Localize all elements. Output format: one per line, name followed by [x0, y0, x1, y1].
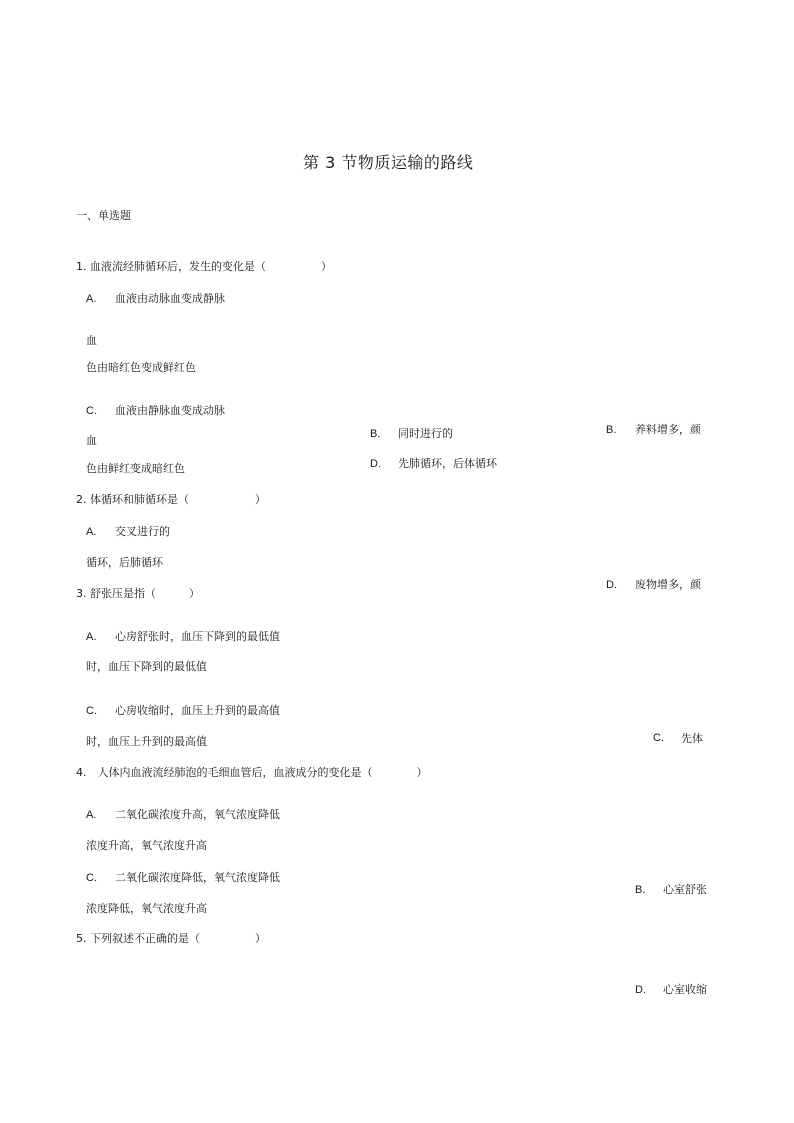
q2-option-a-label: A.: [86, 526, 97, 538]
q3-option-c-text: 心房收缩时，血压上升到的最高值: [115, 704, 280, 717]
q1-option-wrap-text: 色由暗红色变成鲜红色: [86, 361, 196, 374]
q3-option-b-text: 心室舒张: [663, 883, 707, 896]
question-3-stem: 3. 舒张压是指（ ）: [76, 587, 200, 600]
q1-option-c-label: C.: [86, 405, 97, 417]
q1-option-b-label: B.: [606, 424, 617, 436]
q3-option-a-text: 心房舒张时，血压下降到的最低值: [115, 630, 280, 643]
question-1-stem: 1. 血液流经肺循环后，发生的变化是（ ）: [76, 260, 332, 273]
q1-option-wrap-text: 色由鲜红变成暗红色: [86, 462, 185, 475]
q1-option-d-text: 废物增多，颜: [635, 578, 701, 591]
question-5-stem: 5. 下列叙述不正确的是（ ）: [76, 932, 266, 945]
q3-option-d-text: 心室收缩: [663, 983, 707, 996]
q4-option-wrap-text: 浓度降低，氧气浓度升高: [86, 902, 207, 915]
q1-option-wrap-text: 血: [86, 434, 97, 447]
q2-option-a-text: 交叉进行的: [115, 525, 170, 538]
q4-option-a-text: 二氧化碳浓度升高，氧气浓度降低: [115, 808, 280, 821]
q1-option-a-label: A.: [86, 293, 97, 305]
q3-option-wrap-text: 时，血压下降到的最低值: [86, 660, 207, 673]
q1-option-c-text: 血液由静脉血变成动脉: [115, 404, 225, 417]
q2-option-wrap-text: 循环，后肺循环: [86, 556, 163, 569]
section-heading: 一、单选题: [76, 209, 131, 222]
q4-option-wrap-text: 浓度升高，氧气浓度升高: [86, 839, 207, 852]
q1-option-b-text: 养料增多，颜: [635, 423, 701, 436]
q3-option-c-label: C.: [86, 705, 97, 717]
q3-option-b-label: B.: [635, 884, 646, 896]
q2-option-b-text: 同时进行的: [398, 427, 453, 440]
page-title: 第 3 节物质运输的路线: [303, 153, 474, 172]
q1-option-a-text: 血液由动脉血变成静脉: [115, 292, 225, 305]
q2-option-c-label: C.: [653, 732, 664, 744]
q1-option-d-label: D.: [606, 579, 617, 591]
q1-option-wrap-text: 血: [86, 334, 97, 347]
q2-option-c-text: 先体: [681, 732, 703, 745]
q4-option-c-text: 二氧化碳浓度降低，氧气浓度降低: [115, 871, 280, 884]
q2-option-b-label: B.: [370, 428, 381, 440]
question-4-stem: 4. 人体内血液流经肺泡的毛细血管后，血液成分的变化是（ ）: [76, 766, 428, 779]
question-2-stem: 2. 体循环和肺循环是（ ）: [76, 493, 266, 506]
q4-option-a-label: A.: [86, 809, 97, 821]
q2-option-d-label: D.: [370, 458, 381, 470]
q4-option-c-label: C.: [86, 872, 97, 884]
q3-option-wrap-text: 时，血压上升到的最高值: [86, 735, 207, 748]
q2-option-d-text: 先肺循环，后体循环: [398, 457, 497, 470]
q3-option-d-label: D.: [635, 984, 646, 996]
q3-option-a-label: A.: [86, 631, 97, 643]
